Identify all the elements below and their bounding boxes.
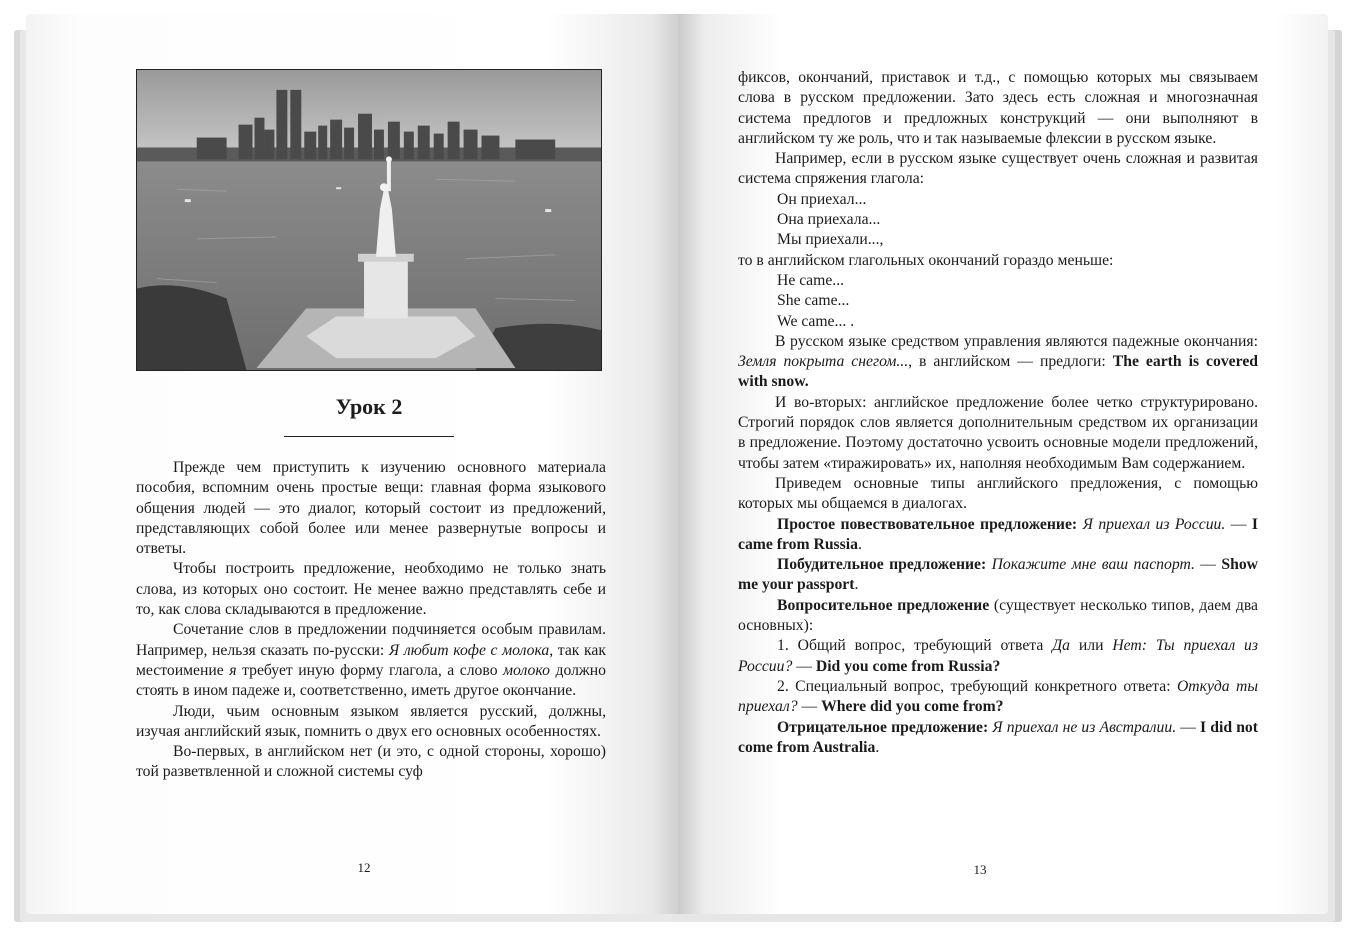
- text-run: , в английском — предлоги:: [908, 353, 1113, 371]
- text-run: 2. Специальный вопрос, требующий конкретного ответа:: [777, 677, 1177, 695]
- page-number-right: 13: [973, 862, 987, 877]
- italic-text: я: [229, 661, 237, 679]
- paragraph: [738, 474, 1258, 515]
- paragraph: [136, 559, 606, 620]
- statue-of-liberty-photo: [136, 69, 602, 371]
- text-run: —: [797, 698, 822, 716]
- left-page: [26, 14, 678, 914]
- text-run: Он приехал...: [777, 190, 867, 208]
- lesson-title: Урок 2: [335, 394, 403, 419]
- text-run: .: [875, 738, 880, 756]
- bold-text: Did you come from Russia?: [815, 657, 1001, 675]
- paragraph: [738, 230, 1258, 250]
- right-page: [678, 14, 1328, 914]
- paragraph: [738, 149, 1258, 190]
- left-page-body: [136, 458, 606, 783]
- paragraph: [136, 620, 606, 701]
- italic-text: Я приехал из России.: [1082, 515, 1226, 533]
- bold-text: Вопросительное предложение: [777, 596, 990, 614]
- text-run: Чтобы построить предложение, необходимо не только знать слова, из которых оно состоит. Не менее важно представлять себе и то, как слова складываются в предложение.: [136, 560, 606, 619]
- text-run: —: [1176, 718, 1201, 736]
- paragraph: [738, 555, 1258, 596]
- text-run: или: [1070, 637, 1113, 655]
- text-run: Она приехала...: [777, 211, 881, 229]
- text-run: фиксов, окончаний, приставок и т.д., с помощью которых мы связываем слова в русском предложении. Зато здесь есть сложная и многозначная система предлогов и предложных конструкций — они выполняют в английском ту же роль, что и так называемые флексии в русском языке.: [738, 69, 1258, 147]
- text-run: .: [854, 576, 859, 594]
- text-run: (существует несколько типов, даем два основных):: [738, 596, 1258, 635]
- bold-text: I did not come from Australia: [738, 718, 1258, 756]
- paragraph: [738, 271, 1258, 291]
- italic-text: молоко: [503, 661, 550, 679]
- paragraph: [738, 312, 1258, 332]
- page-number-left: 12: [357, 860, 371, 875]
- text-run: Прежде чем приступить к изучению основного материала пособия, вспомним очень простые вещи: главная форма языкового общения людей — это диалог, который состоит из предложений, представляющих собой более или менее развернутые вопросы и ответы.: [136, 459, 606, 558]
- italic-text: Земля покрыта снегом...: [738, 353, 909, 371]
- bold-text: Простое повествовательное предложение:: [777, 515, 1083, 533]
- text-run: She came...: [777, 292, 850, 310]
- text-run: 1. Общий вопрос, требующий ответа: [777, 637, 1053, 655]
- text-run: Во-первых, в английском нет (и это, с одной стороны, хорошо) той разветвленной и сложной системы суф: [136, 743, 606, 781]
- text-run: то в английском глагольных окончаний гораздо меньше:: [738, 251, 1114, 269]
- bold-text: Where did you come from?: [821, 698, 1004, 716]
- text-run: —: [1225, 515, 1252, 533]
- paragraph: [738, 393, 1258, 474]
- text-run: Сочетание слов в предложении подчиняется особым правилам. Например, нельзя сказать по-русски:: [136, 621, 606, 659]
- bold-text: Show me your passport: [738, 556, 1258, 594]
- right-page-body: [738, 68, 1258, 758]
- italic-text: Нет: Ты приехал из России?: [738, 637, 1258, 675]
- italic-text: Откуда ты приехал?: [738, 677, 1258, 716]
- text-run: И во-вторых: английское предложение более четко структурировано. Строгий порядок слов является дополнительным средством их организации в предложение. Поэтому достаточно усвоить основные модели предложений, чтобы затем «тиражировать» их, наполняя необходимым Вам содержанием.: [738, 393, 1258, 472]
- paragraph: [738, 210, 1258, 230]
- paragraph: [136, 458, 606, 559]
- paragraph: [738, 68, 1258, 149]
- italic-text: Да: [1052, 637, 1070, 655]
- paragraph: [738, 515, 1258, 556]
- paragraph: [738, 677, 1258, 718]
- text-run: должно стоять в ином падеже и, соответственно, иметь другое окончание.: [136, 661, 607, 700]
- text-run: .: [857, 535, 862, 553]
- text-run: We came... .: [777, 312, 855, 330]
- paragraph: [738, 332, 1258, 393]
- text-run: —: [1194, 556, 1222, 574]
- text-run: Например, если в русском языке существует очень сложная и развитая система спряжения глагола:: [738, 150, 1258, 188]
- text-run: Люди, чьим основным языком является русский, должны, изучая английский язык, помнить о двух его основных особенностях.: [136, 702, 606, 740]
- paragraph: [738, 636, 1258, 677]
- bold-text: The earth is covered with snow.: [738, 353, 1259, 391]
- bold-text: I came from Russia: [738, 515, 1258, 553]
- text-run: Мы приехали...,: [777, 231, 884, 249]
- paragraph: [136, 742, 606, 783]
- text-run: He came...: [777, 271, 845, 289]
- italic-text: Покажите мне ваш паспорт.: [991, 556, 1195, 574]
- text-run: требует иную форму глагола, а слово: [236, 661, 504, 679]
- text-run: В русском языке средством управления являются падежные окончания:: [775, 332, 1258, 350]
- title-divider: [284, 436, 454, 437]
- bold-text: Побудительное предложение:: [777, 556, 992, 574]
- paragraph: [738, 251, 1258, 271]
- paragraph: [738, 596, 1258, 637]
- text-run: —: [792, 657, 816, 675]
- paragraph: [738, 718, 1258, 759]
- italic-text: Я приехал не из Австралии.: [992, 718, 1177, 736]
- paragraph: [738, 291, 1258, 311]
- text-run: Приведем основные типы английского предложения, с помощью которых мы общаемся в диалогах.: [738, 474, 1258, 513]
- text-run: , так как местоимение: [136, 641, 606, 679]
- paragraph: [738, 190, 1258, 210]
- bold-text: Отрицательное предложение:: [777, 718, 993, 736]
- italic-text: Я любит кофе с молока: [388, 641, 550, 659]
- paragraph: [136, 702, 606, 743]
